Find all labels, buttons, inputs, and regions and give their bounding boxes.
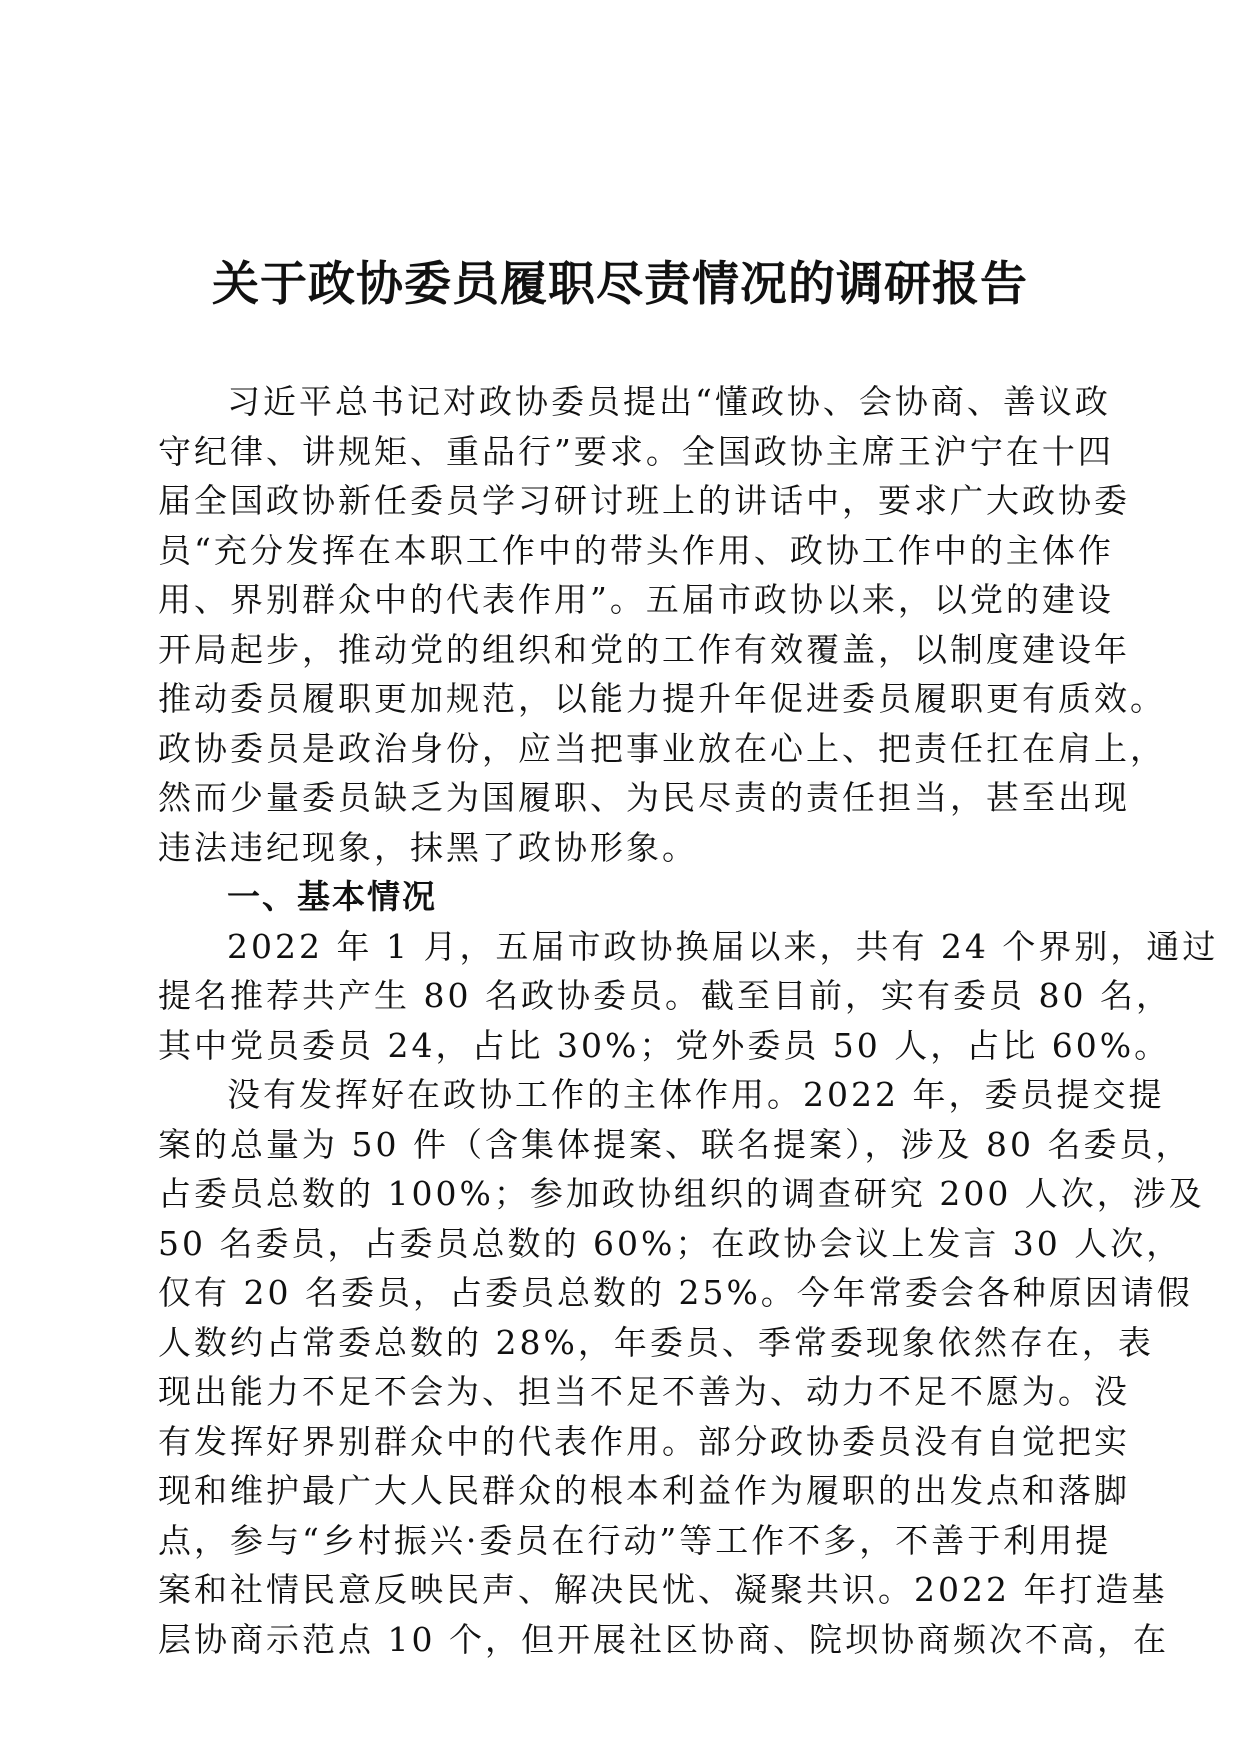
document-body bbox=[158, 377, 1219, 1664]
paragraph-line: 提名推荐共产生 80 名政协委员。截至目前，实有委员 80 名， bbox=[158, 976, 1172, 1015]
paragraph-line: 违法违纪现象，抹黑了政协形象。 bbox=[158, 827, 698, 867]
paragraph-line: 推动委员履职更加规范，以能力提升年促进委员履职更有质效。 bbox=[158, 679, 1166, 718]
paragraph-line: 现和维护最广大人民群众的根本利益作为履职的出发点和落脚 bbox=[158, 1471, 1130, 1510]
paragraph-line: 案的总量为 50 件（含集体提案、联名提案），涉及 80 名委员， bbox=[158, 1124, 1192, 1164]
paragraph-line: 员“充分发挥在本职工作中的带头作用、政协工作中的主体作 bbox=[158, 530, 1114, 570]
paragraph-line: 用、界别群众中的代表作用”。五届市政协以来，以党的建设 bbox=[158, 580, 1114, 619]
paragraph-line: 层协商示范点 10 个，但开展社区协商、院坝协商频次不高，在 bbox=[158, 1619, 1169, 1659]
paragraph-line: 点，参与“乡村振兴·委员在行动”等工作不多，不善于利用提 bbox=[158, 1520, 1112, 1560]
paragraph-line: 然而少量委员缺乏为国履职、为民尽责的责任担当，甚至出现 bbox=[158, 778, 1130, 817]
document-title: 关于政协委员履职尽责情况的调研报告 bbox=[212, 257, 1028, 312]
paragraph-line: 占委员总数的 100%；参加政协组织的调查研究 200 人次，涉及 bbox=[158, 1174, 1205, 1213]
section-heading: 一、基本情况 bbox=[227, 877, 437, 916]
paragraph-line: 有发挥好界别群众中的代表作用。部分政协委员没有自觉把实 bbox=[158, 1421, 1130, 1461]
paragraph-line: 开局起步，推动党的组织和党的工作有效覆盖，以制度建设年 bbox=[158, 629, 1130, 669]
paragraph-line: 守纪律、讲规矩、重品行”要求。全国政协主席王沪宁在十四 bbox=[158, 431, 1114, 471]
paragraph-line: 案和社情民意反映民声、解决民忧、凝聚共识。2022 年打造基 bbox=[158, 1570, 1168, 1609]
paragraph-line: 人数约占常委总数的 28%，年委员、季常委现象依然存在，表 bbox=[158, 1322, 1154, 1362]
paragraph-line: 现出能力不足不会为、担当不足不善为、动力不足不愿为。没 bbox=[158, 1372, 1130, 1411]
paragraph-line: 50 名委员，占委员总数的 60%；在政协会议上发言 30 人次， bbox=[158, 1223, 1183, 1263]
paragraph-line: 仅有 20 名委员，占委员总数的 25%。今年常委会各种原因请假 bbox=[158, 1273, 1193, 1312]
paragraph-line: 习近平总书记对政协委员提出“懂政协、会协商、善议政 bbox=[227, 382, 1111, 421]
paragraph-line: 其中党员委员 24，占比 30%；党外委员 50 人，占比 60%。 bbox=[158, 1025, 1171, 1065]
paragraph-line: 届全国政协新任委员学习研讨班上的讲话中，要求广大政协委 bbox=[158, 481, 1130, 520]
paragraph-line: 没有发挥好在政协工作的主体作用。2022 年，委员提交提 bbox=[227, 1075, 1165, 1114]
paragraph-line: 2022 年 1 月，五届市政协换届以来，共有 24 个界别，通过 bbox=[227, 926, 1219, 966]
paragraph-line: 政协委员是政治身份，应当把事业放在心上、把责任扛在肩上， bbox=[158, 728, 1166, 768]
